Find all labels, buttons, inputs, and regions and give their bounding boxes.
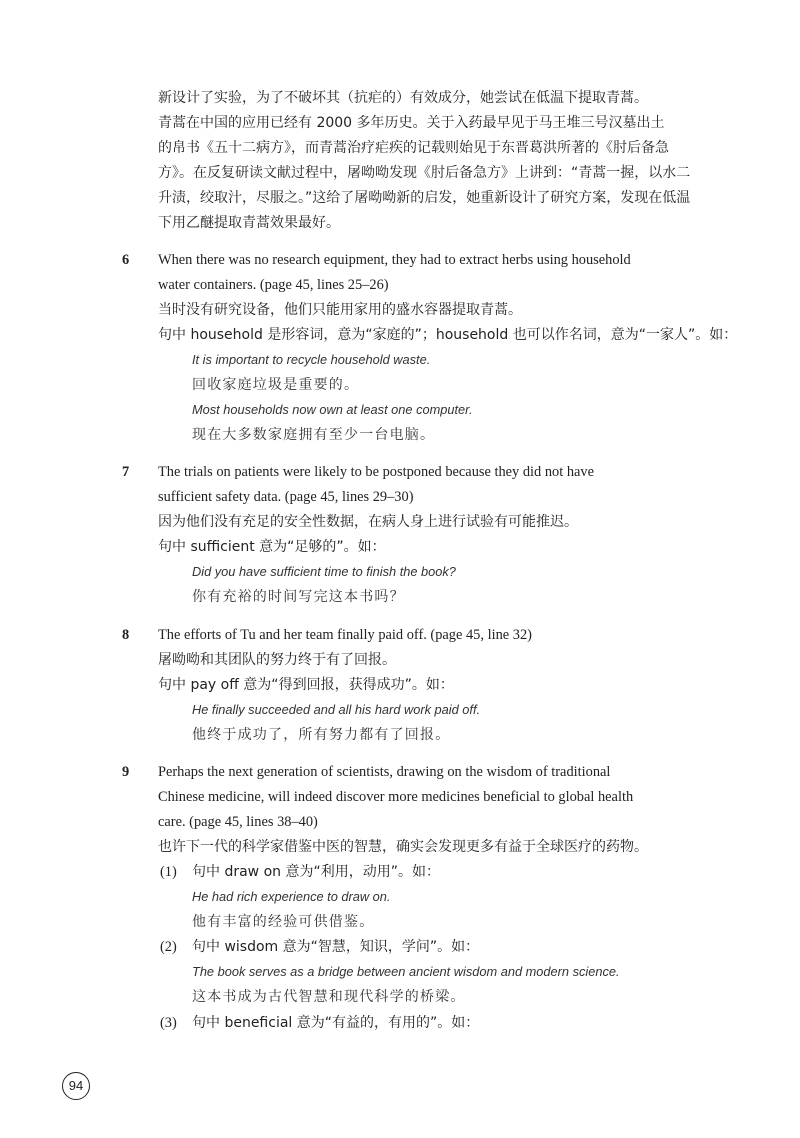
intro-line: 方》。在反复研读文献过程中，屠呦呦发现《肘后备急方》上讲到：“青蒿一握，以水二 xyxy=(158,165,691,181)
item-sentence-line: sufficient safety data. (page 45, lines 29–30) xyxy=(158,489,414,505)
subnote-label: (1) xyxy=(160,864,177,880)
item-translation: 因为他们没有充足的安全性数据，在病人身上进行试验有可能推迟。 xyxy=(158,514,578,530)
example-english: It is important to recycle household waste. xyxy=(192,352,431,367)
item-number: 8 xyxy=(122,627,130,643)
example-chinese: 你有充裕的时间写完这本书吗？ xyxy=(192,589,405,605)
example-english: He finally succeeded and all his hard work paid off. xyxy=(192,702,481,717)
example-english: Did you have sufficient time to finish the book? xyxy=(192,564,456,579)
example-english: The book serves as a bridge between ancient wisdom and modern science. xyxy=(192,964,620,979)
page-number: 94 xyxy=(62,1072,90,1100)
item-sentence-line: care. (page 45, lines 38–40) xyxy=(158,814,318,830)
subnote-text: 句中 draw on 意为“利用，动用”。如： xyxy=(192,864,440,880)
example-chinese: 这本书成为古代智慧和现代科学的桥梁。 xyxy=(192,989,466,1005)
item-number: 7 xyxy=(122,464,130,480)
item-note: 句中 sufficient 意为“足够的”。如： xyxy=(158,539,386,555)
example-english: Most households now own at least one computer. xyxy=(192,402,473,417)
item-sentence-line: When there was no research equipment, they had to extract herbs using household xyxy=(158,252,631,268)
item-sentence-line: water containers. (page 45, lines 25–26) xyxy=(158,277,389,293)
example-chinese: 他有丰富的经验可供借鉴。 xyxy=(192,914,375,930)
subnote-label: (3) xyxy=(160,1015,177,1031)
item-sentence-line: Chinese medicine, will indeed discover more medicines beneficial to global health xyxy=(158,789,634,805)
intro-line: 青蒿在中国的应用已经有 2000 多年历史。关于入药最早见于马王堆三号汉墓出土 xyxy=(158,115,665,131)
subnote-text: 句中 wisdom 意为“智慧，知识，学问”。如： xyxy=(192,939,480,955)
intro-line: 升渍，绞取汁，尽服之。”这给了屠呦呦新的启发，她重新设计了研究方案，发现在低温 xyxy=(158,190,691,206)
item-number: 9 xyxy=(122,764,130,780)
item-sentence-line: Perhaps the next generation of scientists, drawing on the wisdom of traditional xyxy=(158,764,611,780)
item-translation: 当时没有研究设备，他们只能用家用的盛水容器提取青蒿。 xyxy=(158,302,522,318)
item-translation: 屠呦呦和其团队的努力终于有了回报。 xyxy=(158,652,396,668)
example-english: He had rich experience to draw on. xyxy=(192,889,391,904)
example-chinese: 回收家庭垃圾是重要的。 xyxy=(192,377,360,393)
item-sentence-line: The trials on patients were likely to be postponed because they did not have xyxy=(158,464,594,480)
intro-line: 新设计了实验，为了不破坏其（抗疟的）有效成分，她尝试在低温下提取青蒿。 xyxy=(158,90,648,106)
subnote-text: 句中 beneficial 意为“有益的，有用的”。如： xyxy=(192,1015,480,1031)
item-note: 句中 pay off 意为“得到回报，获得成功”。如： xyxy=(158,677,454,693)
item-translation: 也许下一代的科学家借鉴中医的智慧，确实会发现更多有益于全球医疗的药物。 xyxy=(158,839,648,855)
item-sentence-line: The efforts of Tu and her team finally paid off. (page 45, line 32) xyxy=(158,627,532,643)
intro-line: 下用乙醚提取青蒿效果最好。 xyxy=(158,215,340,231)
subnote-label: (2) xyxy=(160,939,177,955)
intro-line: 的帛书《五十二病方》，而青蒿治疗疟疾的记载则始见于东晋葛洪所著的《肘后备急 xyxy=(158,140,669,156)
item-note: 句中 household 是形容词，意为“家庭的”；household 也可以作名词，意为“一家人”。如： xyxy=(158,327,738,343)
example-chinese: 现在大多数家庭拥有至少一台电脑。 xyxy=(192,427,436,443)
item-number: 6 xyxy=(122,252,130,268)
example-chinese: 他终于成功了，所有努力都有了回报。 xyxy=(192,727,451,743)
